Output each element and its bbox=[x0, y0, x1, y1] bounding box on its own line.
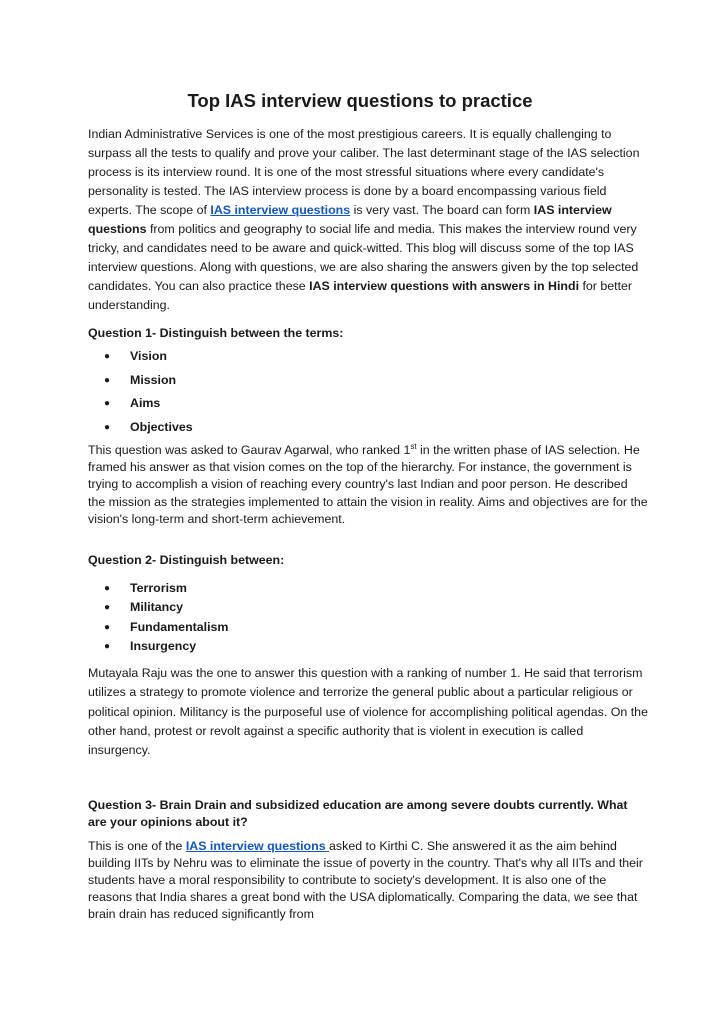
question-2-answer: Mutayala Raju was the one to answer this question with a ranking of number 1. He said that terrorism utilizes a strategy to promote violence and terrorize the general public about a particular religious or political opinion. Militancy is the purposeful use of violence for accomplishing political agendas. On the other hand, protest or revolt against a specific authority that is violent in execution is called insurgency. bbox=[88, 666, 648, 758]
question-3-heading: Question 3- Brain Drain and subsidized education are among severe doubts currently. What are your opinions about it? bbox=[88, 798, 628, 829]
answer-3-text-2: asked to Kirthi C. She answered it as the aim behind building IITs by Nehru was to eliminate the issue of poverty in the country. That's why all IITs and their students have a moral responsibility to contribute to society's development. It is also one of the reasons that India shares a great bond with the USA diplomatically. Comparing the data, we see that brain drain has reduced significantly from bbox=[88, 839, 643, 922]
ias-interview-questions-link-2[interactable]: IAS interview questions bbox=[185, 839, 330, 853]
question-2-heading: Question 2- Distinguish between: bbox=[88, 553, 285, 567]
intro-text-1: Indian Administrative Services is one of the most prestigious careers. It is equally challenging to surpass all the tests to qualify and prove your caliber. The last determinant stage of the IAS selection process is its interview round. It is one of the most stressful situations where every candidate's personality is tested. The IAS interview process is done by a board encompassing various field experts. The scope of bbox=[88, 127, 640, 217]
list-item: ● Terrorism bbox=[104, 580, 228, 599]
answer-1-superscript: st bbox=[410, 441, 417, 451]
intro-bold-1: IAS interview questions bbox=[88, 203, 612, 236]
list-item: ● Mission bbox=[104, 372, 193, 396]
list-item: ● Vision bbox=[104, 348, 193, 372]
question-1-heading: Question 1- Distinguish between the terms: bbox=[88, 326, 344, 340]
list-item: ● Militancy bbox=[104, 599, 228, 618]
list-item: ● Fundamentalism bbox=[104, 619, 228, 638]
question-3-answer bbox=[88, 838, 648, 923]
question-1-answer bbox=[88, 442, 648, 528]
answer-1-text-1: This question was asked to Gaurav Agarwal, who ranked 1 bbox=[88, 443, 411, 457]
intro-bold-2: IAS interview questions with answers in Hindi bbox=[309, 279, 580, 293]
ias-interview-questions-link[interactable]: IAS interview questions bbox=[210, 203, 351, 217]
list-item: ● Aims bbox=[104, 395, 193, 419]
list-item: ● Objectives bbox=[104, 419, 193, 443]
intro-paragraph bbox=[88, 125, 648, 315]
page-title: Top IAS interview questions to practice bbox=[187, 90, 533, 111]
intro-text-3: from politics and geography to social life and media. This makes the interview round very tricky, and candidates need to be aware and quick-witted. This blog will discuss some of the top IAS interview questions. Along with questions, we are also sharing the answers given by the top selected candidates. You can also practice these bbox=[88, 222, 639, 293]
question-2-list bbox=[104, 580, 228, 657]
answer-3-text-1: This is one of the bbox=[88, 839, 186, 853]
intro-text-2: is very vast. The board can form bbox=[350, 203, 534, 217]
answer-1-text-2: in the written phase of IAS selection. He framed his answer as that vision comes on the top of the hierarchy. For instance, the government is trying to accomplish a vision of reaching every country's last Indian and poor person. He described the mission as the strategies implemented to attain the vision in reality. Aims and objectives are for the vision's long-term and short-term achievement. bbox=[88, 443, 648, 526]
list-item: ● Insurgency bbox=[104, 638, 228, 657]
question-1-list bbox=[104, 348, 193, 442]
intro-text-4: for better understanding. bbox=[88, 279, 633, 312]
